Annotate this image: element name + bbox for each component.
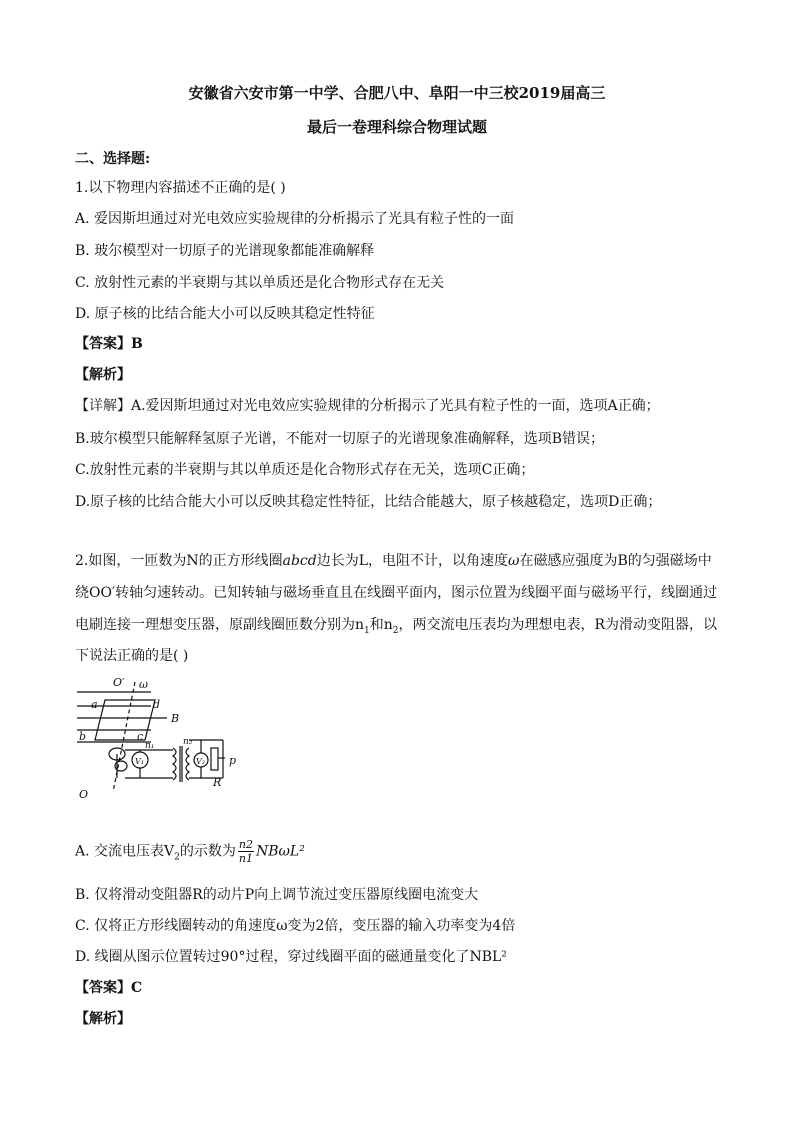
q1-option-b: B. 玻尔模型对一切原子的光谱现象都能准确解释 <box>75 243 375 259</box>
q1-option-d: D. 原子核的比结合能大小可以反映其稳定性特征 <box>75 306 375 322</box>
page-title-line2: 最后一卷理科综合物理试题 <box>306 118 487 136</box>
q1-detail-a: 【详解】A.爱因斯坦通过对光电效应实验规律的分析揭示了光具有粒子性的一面，选项A正确； <box>75 398 660 414</box>
q1-option-c: C. 放射性元素的半衰期与其以单质还是化合物形式存在无关 <box>75 275 445 291</box>
label-n2: n₂ <box>183 737 193 747</box>
label-b: b <box>79 730 87 743</box>
q2-n2-subscript: 2 <box>392 625 399 636</box>
q2-option-b: B. 仅将滑动变阻器R的动片P向上调节流过变压器原线圈电流变大 <box>75 887 479 903</box>
q2-stem-omega: ω <box>508 553 520 569</box>
fraction-denominator: n1 <box>238 852 253 865</box>
q2-answer: 【答案】C <box>75 980 143 996</box>
q2-stem-line2: 绕OO′转轴匀速转动。已知转轴与磁场垂直且在线圈平面内，图示位置为线圈平面与磁场平行，线圈通过 <box>75 585 718 601</box>
q2-option-a-sub: 2 <box>174 852 180 863</box>
page-title-line1: 安徽省六安市第一中学、合肥八中、阜阳一中三校2019届高三 <box>188 84 606 102</box>
q2-option-a-mid: 的示数为 <box>179 843 236 860</box>
q2-stem-line3 <box>75 614 717 636</box>
q2-option-c: C. 仅将正方形线圈转动的角速度ω变为2倍，变压器的输入功率变为4倍 <box>75 918 516 934</box>
q1-answer: 【答案】B <box>75 336 143 352</box>
q1-detail-b: B.玻尔模型只能解释氢原子光谱，不能对一切原子的光谱现象准确解释，选项B错误； <box>75 431 605 447</box>
q2-option-a-fraction <box>238 838 254 865</box>
q1-stem: 1.以下物理内容描述不正确的是( ) <box>75 180 286 196</box>
q2-stem-line4: 下说法正确的是( ) <box>75 648 189 664</box>
q2-option-d: D. 线圈从图示位置转过90°过程，穿过线圈平面的磁通量变化了NBL² <box>75 949 507 965</box>
q1-detail-c: C.放射性元素的半衰期与其以单质还是化合物形式存在无关，选项C正确； <box>75 462 535 478</box>
label-o-prime: O′ <box>113 676 125 689</box>
q2-stem-part-b: 边长为L，电阻不计，以角速度 <box>316 553 509 569</box>
q2-stem-line3-c: ，两交流电压表均为理想电表，R为滑动变阻器，以 <box>398 617 718 633</box>
label-v2: V₂ <box>196 757 205 766</box>
q2-circuit-figure <box>75 674 255 806</box>
label-p: p <box>229 754 237 767</box>
label-o: O <box>79 788 89 801</box>
q2-option-a <box>75 838 305 865</box>
label-n1: n₁ <box>145 741 155 751</box>
q2-stem-part-c: 在磁感应强度为B的匀强磁场中 <box>519 553 712 569</box>
section-heading: 二、选择题: <box>75 151 151 167</box>
q2-option-a-expr: NBωL² <box>255 843 305 860</box>
q2-stem-line3-b: 和n <box>369 617 393 633</box>
label-d: d <box>153 698 161 711</box>
q2-n1-subscript: 1 <box>364 625 370 636</box>
q2-stem-abcd: abcd <box>282 553 317 569</box>
q2-option-a-prefix: A. 交流电压表V <box>75 843 175 860</box>
label-r: R <box>213 776 222 789</box>
label-a: a <box>91 698 98 711</box>
q2-stem-part-a: 2.如图，一匝数为N的正方形线圈 <box>75 553 283 569</box>
q2-stem-line1 <box>75 550 712 570</box>
label-v1: V₁ <box>135 757 144 766</box>
q1-analysis-label: 【解析】 <box>75 367 131 383</box>
label-b-field: B <box>171 712 180 725</box>
q1-option-a: A. 爱因斯坦通过对光电效应实验规律的分析揭示了光具有粒子性的一面 <box>75 211 515 227</box>
q2-stem-line3-a: 电刷连接一理想变压器，原副线圈匝数分别为n <box>75 617 365 633</box>
q1-detail-d: D.原子核的比结合能大小可以反映其稳定性特征，比结合能越大，原子核越稳定，选项D正确； <box>75 494 662 510</box>
fraction-numerator: n2 <box>238 838 253 851</box>
label-c: c <box>137 730 144 743</box>
label-omega: ω <box>139 678 148 691</box>
q2-analysis-label: 【解析】 <box>75 1011 131 1027</box>
